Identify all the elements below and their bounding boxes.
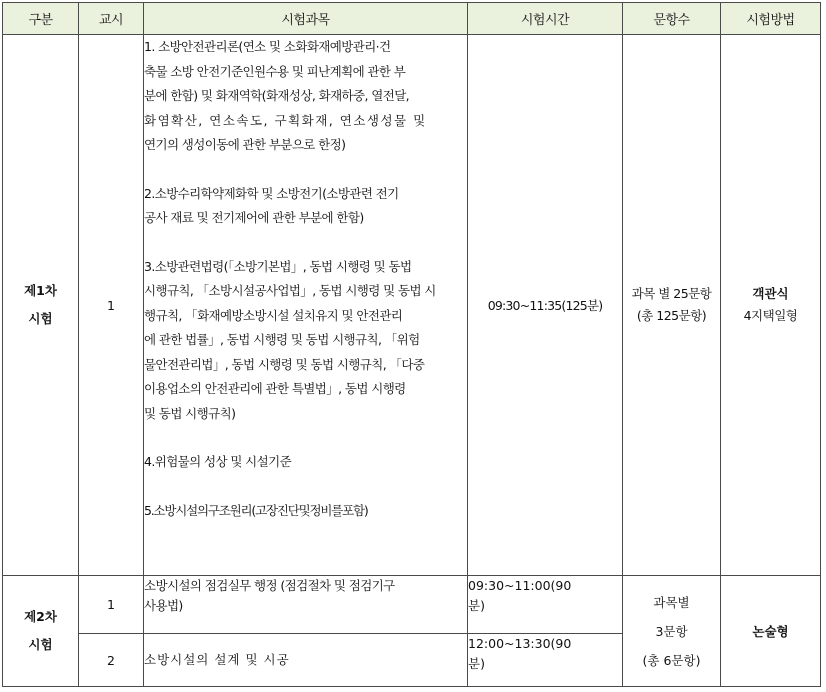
subject-2-line-1: 2.소방수리학약제화학 및 소방전기(소방관련 전기	[144, 185, 399, 201]
first-exam-subjects	[144, 35, 468, 576]
first-exam-time: 09:30~11:35(125분)	[468, 35, 623, 576]
subject-3-line-6: 이용업소의 안전관리에 관한 특별법」, 동법 시행령	[144, 381, 406, 396]
second-exam-time-1	[468, 576, 623, 634]
first-exam-method	[721, 35, 821, 576]
second-exam-time-1-line2: 분)	[468, 598, 485, 613]
subject-item-3	[144, 255, 467, 427]
first-exam-label	[3, 35, 79, 576]
subject-3-line-2: 시행규칙, 「소방시설공사업법」, 동법 시행령 및 동법 시	[144, 283, 436, 298]
subject-3-line-4: 에 관한 법률」, 동법 시행령 및 동법 시행규칙, 「위험	[144, 332, 420, 347]
second-exam-time-2-line2: 분)	[468, 656, 485, 671]
header-period: 교시	[79, 3, 144, 35]
subject-item-4	[144, 450, 467, 475]
second-exam-subject-2	[144, 634, 468, 687]
second-exam-method: 논술형	[721, 576, 821, 687]
subject-2-line-2: 공사 재료 및 전기제어에 관한 부분에 한함)	[144, 210, 364, 225]
second-exam-period-2: 2	[79, 634, 144, 687]
subject-1-line-4: 화염확산, 연소속도, 구획화재, 연소생성물 및	[144, 112, 427, 128]
first-exam-method-line2: 4지택일형	[743, 308, 798, 323]
second-exam-questions-line1: 과목별	[653, 594, 690, 610]
subject-1-line-1: 1. 소방안전관리론(연소 및 소화화재예방관리·건	[144, 39, 391, 54]
subject-1-line-5: 연기의 생성이동에 관한 부분으로 한정)	[144, 137, 346, 152]
second-exam-row-1	[3, 576, 821, 634]
second-exam-questions-line2: 3문항	[655, 623, 688, 639]
second-exam-subject-2-line1: 소방시설의 설계 및 시공	[144, 652, 290, 667]
first-exam-questions-line2: (총 125문항)	[636, 308, 707, 323]
second-exam-time-1-line1: 09:30~11:00(90	[468, 578, 572, 593]
subject-4-line-1: 4.위험물의 성상 및 시설기준	[144, 454, 292, 469]
subject-3-line-3: 행규칙, 「화재예방소방시설 설치유지 및 안전관리	[144, 307, 403, 323]
subject-3-line-7: 및 동법 시행규칙)	[144, 405, 236, 421]
second-exam-subject-1-line1: 소방시설의 점검실무 행정 (점검절차 및 점검기구	[144, 578, 395, 593]
second-exam-subject-1-line2: 사용법)	[144, 598, 183, 613]
second-exam-time-2	[468, 634, 623, 687]
first-exam-label-line1: 제1차	[24, 283, 57, 298]
subject-1-line-2: 축물 소방 안전기준인원수용 및 피난계획에 관한 부	[144, 63, 406, 79]
first-exam-label-line2: 시험	[28, 311, 53, 326]
subject-1-line-3: 분에 한함) 및 화재역학(화재성상, 화재하중, 열전달,	[144, 88, 410, 103]
subject-item-1	[144, 35, 467, 158]
first-exam-period: 1	[79, 35, 144, 576]
header-questions: 문항수	[623, 3, 721, 35]
header-row	[3, 3, 821, 35]
subject-3-line-1: 3.소방관련법령(「소방기본법」, 동법 시행령 및 동법	[144, 258, 412, 274]
exam-schedule-table	[2, 2, 821, 687]
first-exam-questions	[623, 35, 721, 576]
subject-item-5	[144, 499, 467, 524]
second-exam-label-line1: 제2차	[24, 609, 57, 624]
header-category: 구분	[3, 3, 79, 35]
second-exam-questions	[623, 576, 721, 687]
header-time: 시험시간	[468, 3, 623, 35]
second-exam-questions-line3: (총 6문항)	[642, 652, 701, 668]
subject-item-2	[144, 182, 467, 231]
second-exam-label-line2: 시험	[28, 637, 53, 652]
subject-3-line-5: 물안전관리법」, 동법 시행령 및 동법 시행규칙, 「다중	[144, 356, 425, 372]
first-exam-questions-line1: 과목 별 25문항	[631, 286, 712, 301]
first-exam-row	[3, 35, 821, 576]
subject-5-line-1: 5.소방시설의구조원리(고장진단및정비를포함)	[144, 502, 368, 518]
first-exam-method-line1: 객관식	[752, 286, 789, 301]
second-exam-label	[3, 576, 79, 687]
second-exam-period-1: 1	[79, 576, 144, 634]
header-method: 시험방법	[721, 3, 821, 35]
second-exam-subject-1	[144, 576, 468, 634]
second-exam-time-2-line1: 12:00~13:30(90	[468, 636, 572, 651]
header-subject: 시험과목	[144, 3, 468, 35]
